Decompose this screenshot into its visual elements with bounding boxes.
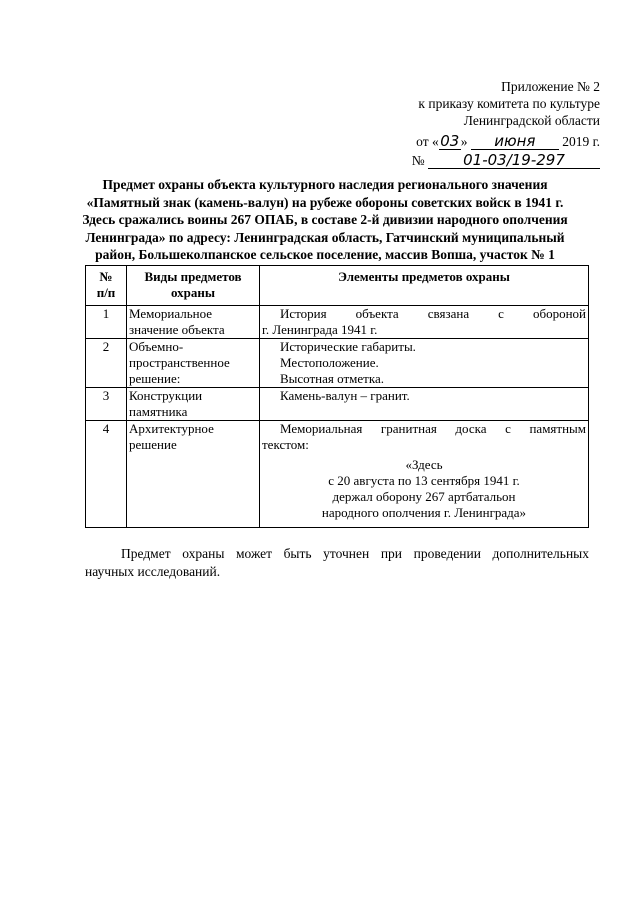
header-elements: Элементы предметов охраны bbox=[260, 266, 589, 306]
header-kind: Виды предметов охраны bbox=[127, 266, 260, 306]
document-header bbox=[340, 78, 600, 169]
table-header-row bbox=[86, 266, 589, 306]
row-kind: Объемно- пространственное решение: bbox=[127, 339, 260, 388]
table-row: 1 Мемориальное значение объекта История объекта связана с обороной г. Ленинграда 1941 г. bbox=[86, 306, 589, 339]
row-elements: Мемориальная гранитная доска с памятным текстом: «Здесь с 20 августа по 13 сентября 1941 г. держал оборону 267 артбатальон народного ополчения г. Ленинграда» bbox=[260, 421, 589, 528]
appendix-number: Приложение № 2 bbox=[501, 79, 600, 94]
handwritten-month: июня bbox=[471, 133, 559, 150]
handwritten-day: 03 bbox=[440, 132, 460, 150]
order-reference: к приказу комитета по культуре bbox=[418, 96, 600, 111]
row-elements: Исторические габариты. Местоположение. Высотная отметка. bbox=[260, 339, 589, 388]
footer-note: Предмет охраны может быть уточнен при проведении дополнительных научных исследований. bbox=[85, 546, 589, 579]
order-number: № 01-03/19-297 bbox=[340, 152, 600, 169]
table-row: 4 Архитектурное решение Мемориальная гранитная доска с памятным текстом: «Здесь с 20 августа по 13 сентября 1941 г. держал оборону 267 артбатальон народного ополчения г. Ленинграда» bbox=[86, 421, 589, 528]
row-kind: Архитектурное решение bbox=[127, 421, 260, 528]
document-title: Предмет охраны объекта культурного наследия регионального значения «Памятный знак (камень-валун) на рубеже обороны советских войск в 1941 г. Здесь сражались воины 267 ОПАБ, в составе 2-й дивизии народного ополчения Ленинграда» по адресу: Ленинградская область, Гатчинский муниципальный район, Большеколпанское сельское поселение, массив Вопша, участок № 1 bbox=[82, 177, 568, 262]
row-kind: Конструкции памятника bbox=[127, 388, 260, 421]
header-number: № п/п bbox=[86, 266, 127, 306]
memorial-inscription: «Здесь с 20 августа по 13 сентября 1941 г. держал оборону 267 артбатальон народного ополчения г. Ленинграда» bbox=[321, 457, 527, 520]
handwritten-number: 01-03/19-297 bbox=[428, 152, 600, 169]
region-name: Ленинградской области bbox=[463, 113, 600, 128]
row-elements: Камень-валун – гранит. bbox=[260, 388, 589, 421]
table-row: 3 Конструкции памятника Камень-валун – гранит. bbox=[86, 388, 589, 421]
row-elements: История объекта связана с обороной г. Ленинграда 1941 г. bbox=[260, 306, 589, 339]
protection-table bbox=[85, 265, 589, 528]
order-date: от «03» июня 2019 г. bbox=[416, 132, 600, 150]
row-kind: Мемориальное значение объекта bbox=[127, 306, 260, 339]
table-row: 2 Объемно- пространственное решение: Исторические габариты. Местоположение. Высотная отметка. bbox=[86, 339, 589, 388]
order-year: 2019 г. bbox=[562, 134, 600, 149]
